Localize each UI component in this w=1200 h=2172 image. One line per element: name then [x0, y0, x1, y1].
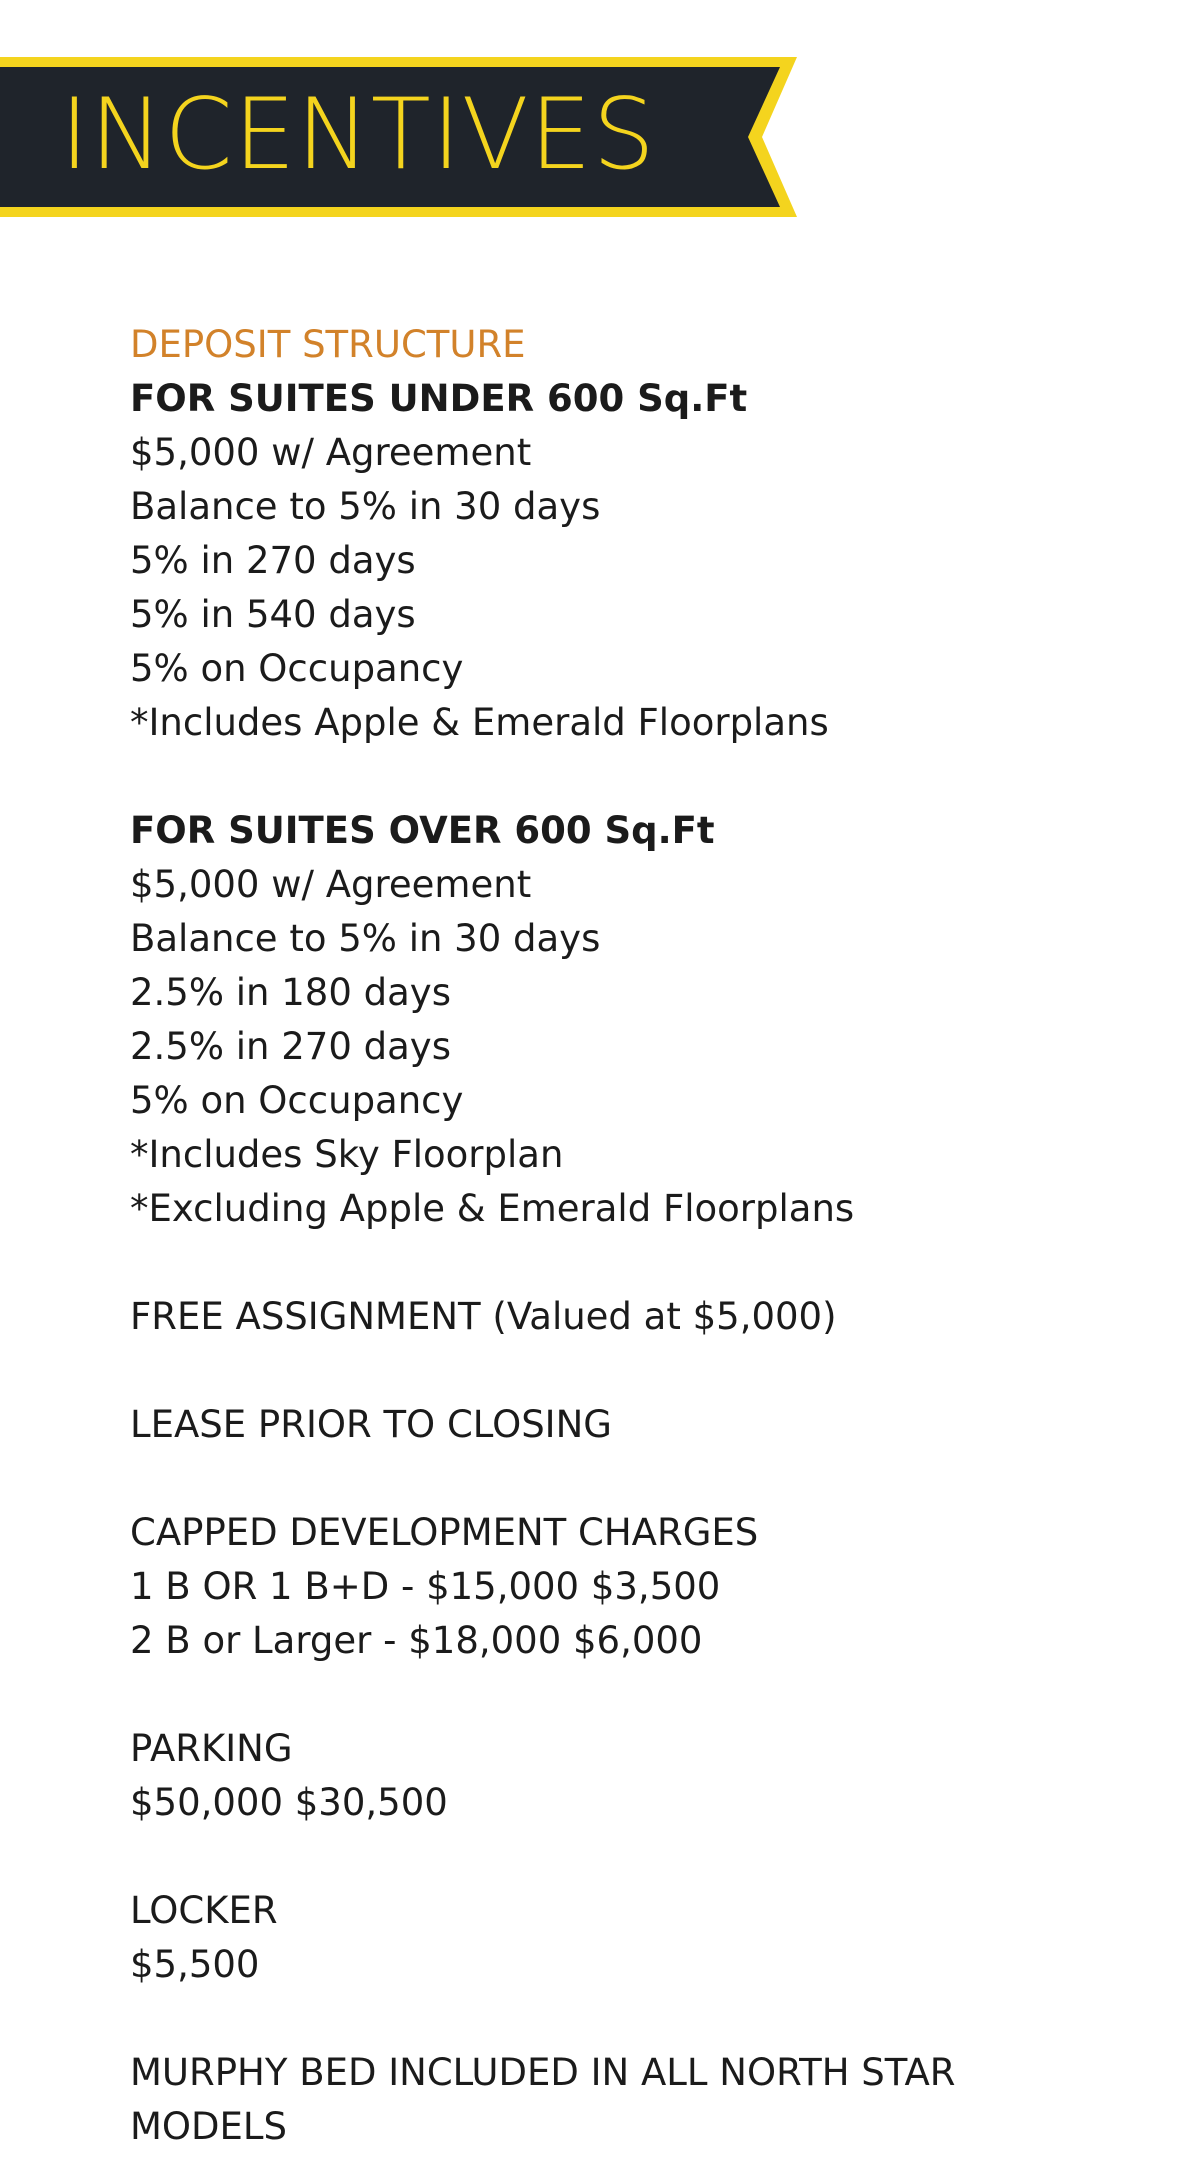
deposit-line: *Includes Sky Floorplan: [130, 1133, 564, 1176]
spacer: [130, 1236, 1130, 1290]
deposit-line: Balance to 5% in 30 days: [130, 485, 601, 528]
free-assignment: FREE ASSIGNMENT (Valued at $5,000): [130, 1295, 837, 1338]
deposit-line: 5% on Occupancy: [130, 1079, 464, 1122]
development-charge-line: 2 B or Larger - $18,000 $6,000: [130, 1619, 703, 1662]
deposit-line: 2.5% in 270 days: [130, 1025, 451, 1068]
deposit-line: 5% in 270 days: [130, 539, 416, 582]
deposit-heading: DEPOSIT STRUCTURE: [130, 323, 526, 366]
incentives-banner: [0, 57, 800, 217]
locker-title: LOCKER: [130, 1889, 278, 1932]
spacer: [130, 750, 1130, 804]
spacer: [130, 1668, 1130, 1722]
page-title: INCENTIVES: [60, 78, 656, 192]
suites-over-title: FOR SUITES OVER 600 Sq.Ft: [130, 809, 715, 852]
locker-value: $5,500: [130, 1943, 260, 1986]
deposit-line: 5% on Occupancy: [130, 647, 464, 690]
spacer: [130, 1452, 1130, 1506]
incentives-content: [130, 318, 1130, 2154]
deposit-line: 5% in 540 days: [130, 593, 416, 636]
parking-value: $50,000 $30,500: [130, 1781, 448, 1824]
deposit-line: *Includes Apple & Emerald Floorplans: [130, 701, 829, 744]
spacer: [130, 1344, 1130, 1398]
development-charges-title: CAPPED DEVELOPMENT CHARGES: [130, 1511, 759, 1554]
murphy-bed-note: MURPHY BED INCLUDED IN ALL NORTH STAR MODELS: [130, 2051, 956, 2148]
deposit-line: $5,000 w/ Agreement: [130, 863, 532, 906]
suites-under-title: FOR SUITES UNDER 600 Sq.Ft: [130, 377, 748, 420]
lease-prior-to-closing: LEASE PRIOR TO CLOSING: [130, 1403, 612, 1446]
spacer: [130, 1992, 1130, 2046]
deposit-line: 2.5% in 180 days: [130, 971, 451, 1014]
deposit-line: *Excluding Apple & Emerald Floorplans: [130, 1187, 855, 1230]
deposit-line: $5,000 w/ Agreement: [130, 431, 532, 474]
development-charge-line: 1 B OR 1 B+D - $15,000 $3,500: [130, 1565, 721, 1608]
parking-title: PARKING: [130, 1727, 293, 1770]
deposit-line: Balance to 5% in 30 days: [130, 917, 601, 960]
spacer: [130, 1830, 1130, 1884]
